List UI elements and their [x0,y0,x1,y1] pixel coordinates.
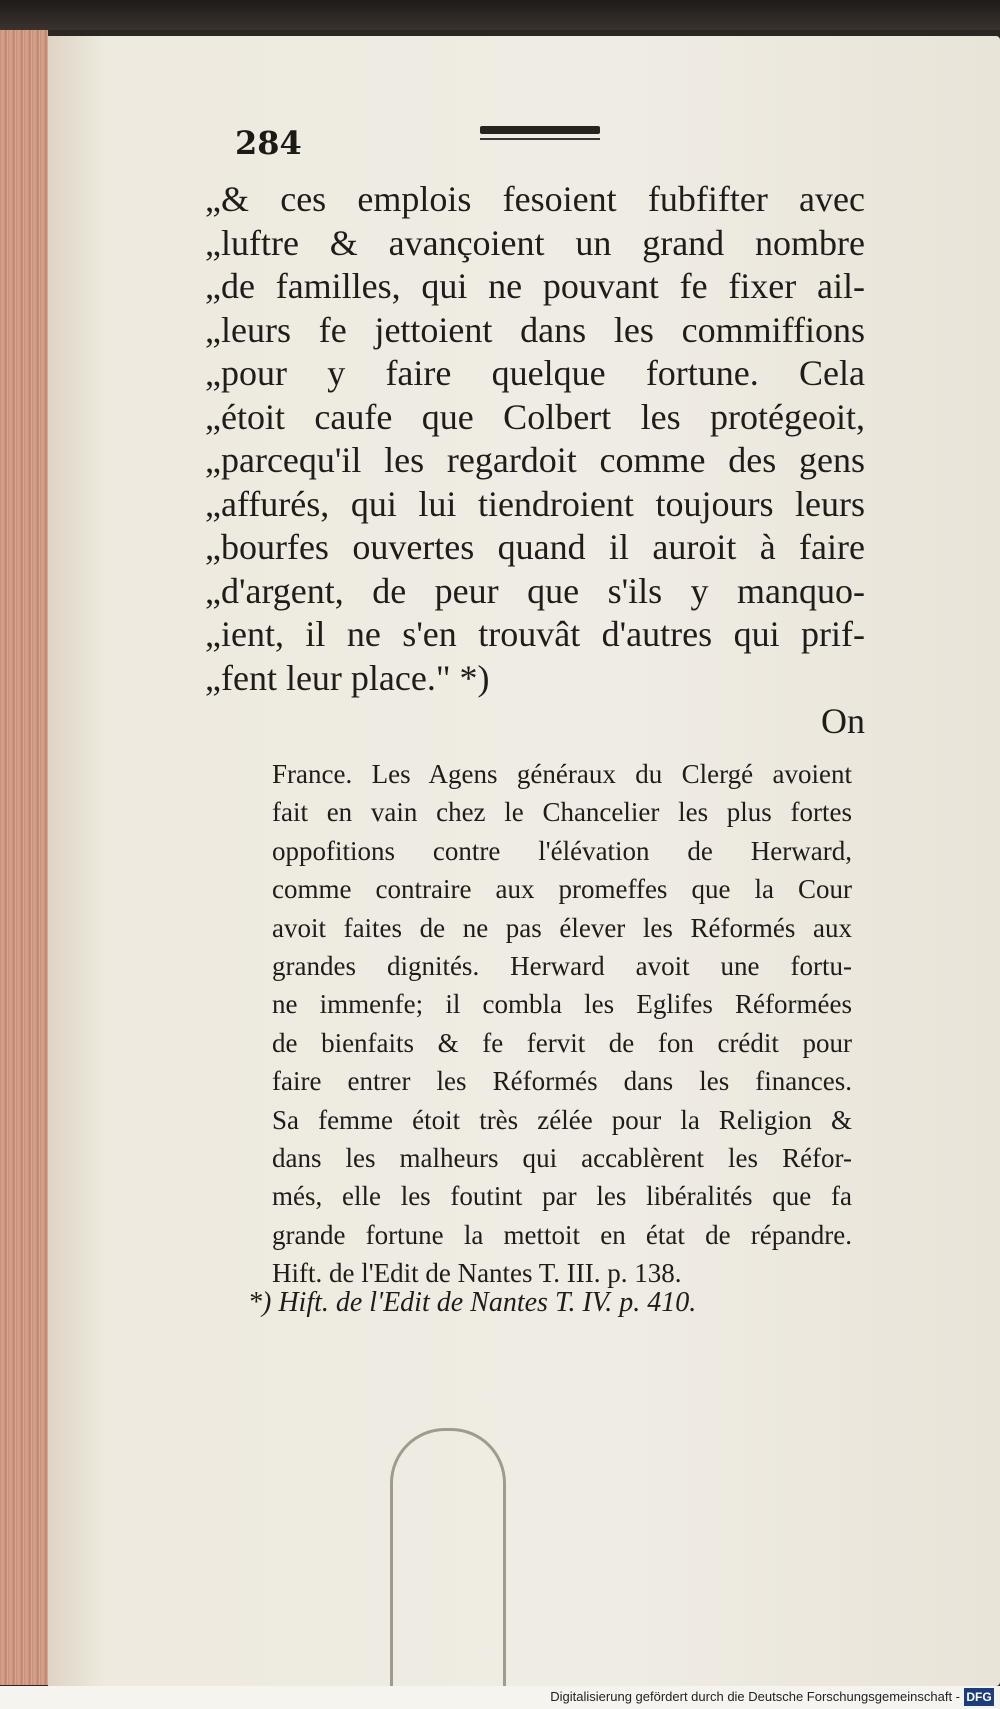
side-note-line: de bienfaits & fe fervit de fon crédit pour [272,1027,852,1058]
main-text-line: „bourfes ouvertes quand il auroit à faire [205,527,865,567]
dfg-logo: DFG [964,1688,994,1706]
main-text-line: „étoit caufe que Colbert les protégeoit, [205,396,865,437]
main-text-line: „de familles, qui ne pouvant fe fixer ail- [205,266,865,306]
scan-background [0,0,1000,30]
page-stub-outline [390,1428,506,1691]
book-page-edges [0,30,48,1685]
digitization-footer [0,1686,1000,1709]
catchword: On [821,701,865,741]
footer-credit-text: Digitalisierung gefördert durch die Deutsche Forschungsgemeinschaft - [550,1689,960,1704]
header-ornament-thin-rule [480,138,600,140]
side-note-line: avoit faites de ne pas élever les Réformés aux [272,912,852,943]
side-note-line: fait en vain chez le Chancelier les plus fortes [272,797,852,828]
side-note-line: faire entrer les Réformés dans les finances. [272,1066,852,1097]
main-text-line: „affurés, qui lui tiendroient toujours leurs [205,483,865,524]
main-text-line: „parcequ'il les regardoit comme des gens [205,440,865,480]
side-note-block [272,755,852,1293]
main-text-block [205,178,865,744]
page-number: 284 [235,124,302,162]
side-note-line: comme contraire aux promeffes que la Cour [272,874,852,905]
main-text-line: „& ces emplois fesoient fubfifter avec [205,179,865,219]
side-note-line: oppofitions contre l'élévation de Herward, [272,835,852,866]
header-ornament-rule [480,126,600,134]
main-text-line: „fent leur place." *) [205,657,490,698]
main-text-line: „pour y faire quelque fortune. Cela [205,353,865,393]
side-note-line: dans les malheurs qui accablèrent les Réfor- [272,1143,852,1174]
side-note-line: grande fortune la mettoit en état de répandre. [272,1219,852,1250]
side-note-line: grandes dignités. Herward avoit une fortu- [272,951,852,982]
main-text-line: „leurs fe jettoient dans les commiffions [205,309,865,350]
side-note-line: Sa femme étoit très zélée pour la Religion & [272,1104,852,1135]
main-text-line: „luftre & avançoient un grand nombre [205,222,865,263]
side-note-line: ne immenfe; il combla les Eglifes Réformées [272,989,852,1020]
main-text-line: „ient, il ne s'en trouvât d'autres qui prif- [205,614,865,654]
side-note-line: Hift. de l'Edit de Nantes T. III. p. 138. [272,1258,682,1289]
footnote: *) Hift. de l'Edit de Nantes T. IV. p. 410. [248,1287,697,1318]
side-note-line: més, elle les foutint par les libéralités que fa [272,1181,852,1212]
main-text-line: „d'argent, de peur que s'ils y manquo- [205,570,865,611]
side-note-line: France. Les Agens généraux du Clergé avoient [272,759,852,789]
